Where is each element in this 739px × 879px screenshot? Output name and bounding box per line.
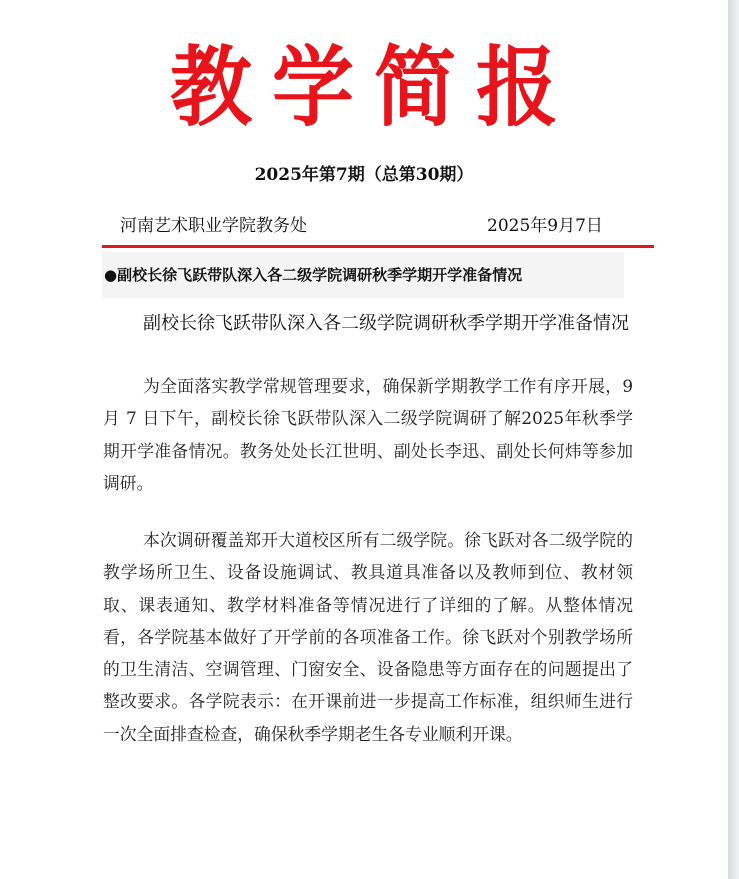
contents-box bbox=[102, 252, 624, 298]
contents-item[interactable]: ●副校长徐飞跃带队深入各二级学院调研秋季学期开学准备情况 bbox=[104, 266, 523, 284]
page-edge-shadow bbox=[728, 0, 739, 879]
article-paragraph-2: 本次调研覆盖郑开大道校区所有二级学院。徐飞跃对各二级学院的教学场所卫生、设备设施调试、教具道具准备以及教师到位、教材领取、课表通知、教学材料准备等情况进行了详细的了解。从整体情况看，各学院基本做好了开学前的各项准备工作。徐飞跃对个别教学场所的卫生清洁、空调管理、门窗安全、设备隐患等方面存在的问题提出了整改要求。各学院表示：在开课前进一步提高工作标准，组织师生进行一次全面排查检查，确保秋季学期老生各专业顺利开课。 bbox=[103, 530, 633, 744]
article-title: 副校长徐飞跃带队深入各二级学院调研秋季学期开学准备情况 bbox=[143, 313, 629, 334]
masthead-title: 教学简报 bbox=[169, 37, 578, 139]
article-paragraph-1: 为全面落实教学常规管理要求，确保新学期教学工作有序开展，9 月 7 日下午，副校长徐飞跃带队深入二级学院调研了解2025年秋季学期开学准备情况。教务处处长江世明、副处长李迅、副处长何炜等参加调研。 bbox=[103, 376, 633, 493]
red-divider bbox=[102, 245, 654, 248]
issuing-office: 河南艺术职业学院教务处 bbox=[120, 216, 307, 236]
issue-number: 2025年第7期（总第30期） bbox=[254, 165, 474, 185]
issue-date: 2025年9月7日 bbox=[487, 216, 603, 236]
